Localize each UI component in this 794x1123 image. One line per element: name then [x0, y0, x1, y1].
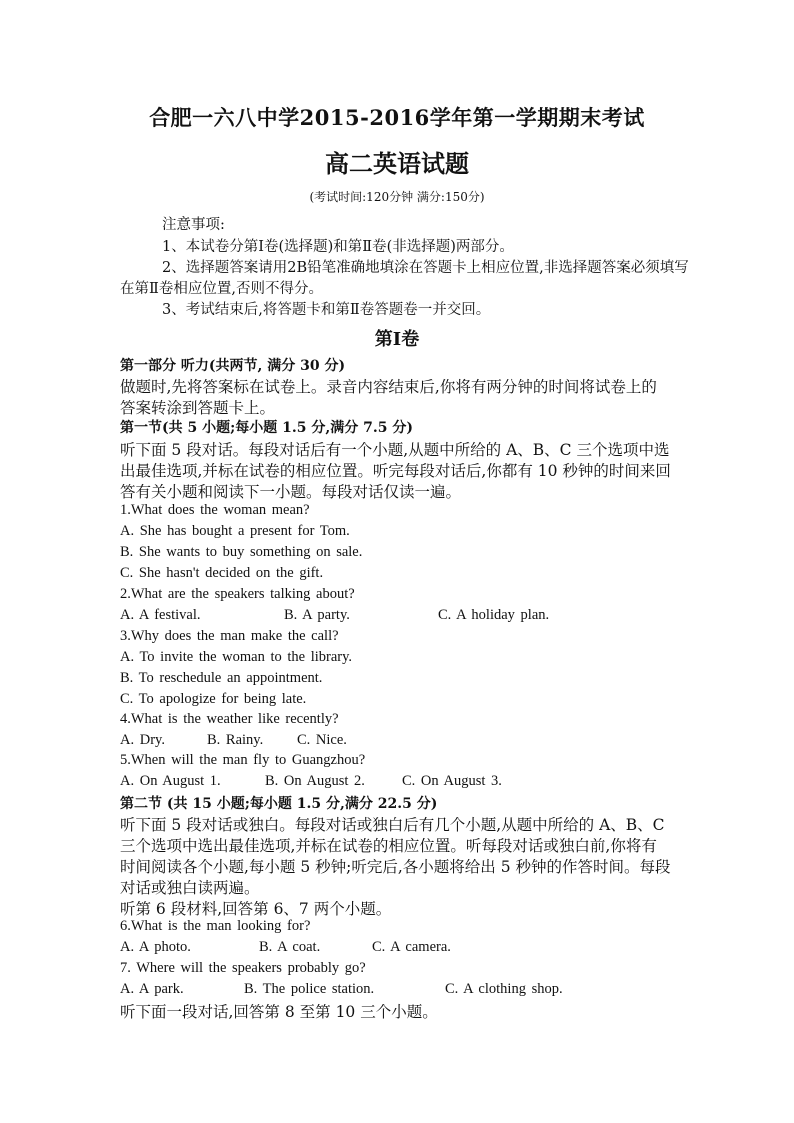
question-6-option-b: B. A coat.: [259, 939, 321, 955]
exam-title: 合肥一六八中学2015-2016学年第一学期期末考试: [149, 105, 645, 130]
question-5-option-b: B. On August 2.: [265, 773, 365, 789]
note-item-2-line-1: 2、选择题答案请用2B铅笔准确地填涂在答题卡上相应位置,非选择题答案必须填写: [162, 260, 689, 276]
section1-heading: 第一节(共 5 小题;每小题 1.5 分,满分 7.5 分): [120, 420, 413, 436]
question-5-stem: 5.When will the man fly to Guangzhou?: [120, 752, 366, 768]
note-item-2-line-2: 在第Ⅱ卷相应位置,否则不得分。: [120, 281, 323, 297]
question-1-option-b: B. She wants to buy something on sale.: [120, 544, 363, 560]
question-5-option-a: A. On August 1.: [120, 773, 221, 789]
question-7-option-a: A. A park.: [120, 981, 184, 997]
question-3-stem: 3.Why does the man make the call?: [120, 628, 339, 644]
part1-instruction-line-1: 做题时,先将答案标在试卷上。录音内容结束后,你将有两分钟的时间将试卷上的: [120, 378, 657, 396]
question-2-option-a: A. A festival.: [120, 607, 201, 623]
question-6-option-a: A. A photo.: [120, 939, 191, 955]
notes-heading: 注意事项:: [162, 217, 225, 233]
volume-title: 第Ⅰ卷: [374, 329, 420, 350]
section2-heading: 第二节 (共 15 小题;每小题 1.5 分,满分 22.5 分): [120, 796, 438, 812]
question-3-option-b: B. To reschedule an appointment.: [120, 670, 323, 686]
question-2-option-b: B. A party.: [284, 607, 350, 623]
question-4-option-a: A. Dry.: [120, 732, 165, 748]
material-7-instruction: 听下面一段对话,回答第 8 至第 10 三个小题。: [120, 1003, 438, 1021]
note-item-1: 1、本试卷分第Ⅰ卷(选择题)和第Ⅱ卷(非选择题)两部分。: [162, 239, 514, 255]
question-1-stem: 1.What does the woman mean?: [120, 502, 310, 518]
question-6-stem: 6.What is the man looking for?: [120, 918, 311, 934]
section2-instruction-line-2: 三个选项中选出最佳选项,并标在试卷的相应位置。听每段对话或独白前,你将有: [120, 837, 657, 855]
section2-instruction-line-4: 对话或独白读两遍。: [120, 879, 260, 897]
section2-instruction-line-1: 听下面 5 段对话或独白。每段对话或独白后有几个小题,从题中所给的 A、B、C: [120, 816, 665, 834]
note-item-3: 3、考试结束后,将答题卡和第Ⅱ卷答题卷一并交回。: [162, 302, 491, 318]
question-2-stem: 2.What are the speakers talking about?: [120, 586, 355, 602]
question-7-option-c: C. A clothing shop.: [445, 981, 563, 997]
question-4-stem: 4.What is the weather like recently?: [120, 711, 339, 727]
exam-subtitle: 高二英语试题: [325, 149, 469, 178]
question-7-stem: 7. Where will the speakers probably go?: [120, 960, 366, 976]
question-3-option-a: A. To invite the woman to the library.: [120, 649, 353, 665]
question-6-option-c: C. A camera.: [372, 939, 451, 955]
question-4-option-c: C. Nice.: [297, 732, 347, 748]
question-1-option-c: C. She hasn't decided on the gift.: [120, 565, 324, 581]
section1-instruction-line-2: 出最佳选项,并标在试卷的相应位置。听完每段对话后,你都有 10 秒钟的时间来回: [120, 462, 671, 480]
question-7-option-b: B. The police station.: [244, 981, 375, 997]
section1-instruction-line-3: 答有关小题和阅读下一小题。每段对话仅读一遍。: [120, 483, 462, 501]
exam-time-info: (考试时间:120分钟 满分:150分): [309, 190, 485, 204]
question-3-option-c: C. To apologize for being late.: [120, 691, 307, 707]
question-2-option-c: C. A holiday plan.: [438, 607, 550, 623]
section1-instruction-line-1: 听下面 5 段对话。每段对话后有一个小题,从题中所给的 A、B、C 三个选项中选: [120, 441, 670, 459]
part1-heading: 第一部分 听力(共两节, 满分 30 分): [120, 358, 346, 374]
material-6-instruction: 听第 6 段材料,回答第 6、7 两个小题。: [120, 900, 392, 918]
question-4-option-b: B. Rainy.: [207, 732, 264, 748]
section2-instruction-line-3: 时间阅读各个小题,每小题 5 秒钟;听完后,各小题将给出 5 秒钟的作答时间。每段: [120, 858, 671, 876]
question-1-option-a: A. She has bought a present for Tom.: [120, 523, 350, 539]
question-5-option-c: C. On August 3.: [402, 773, 502, 789]
part1-instruction-line-2: 答案转涂到答题卡上。: [120, 399, 276, 417]
